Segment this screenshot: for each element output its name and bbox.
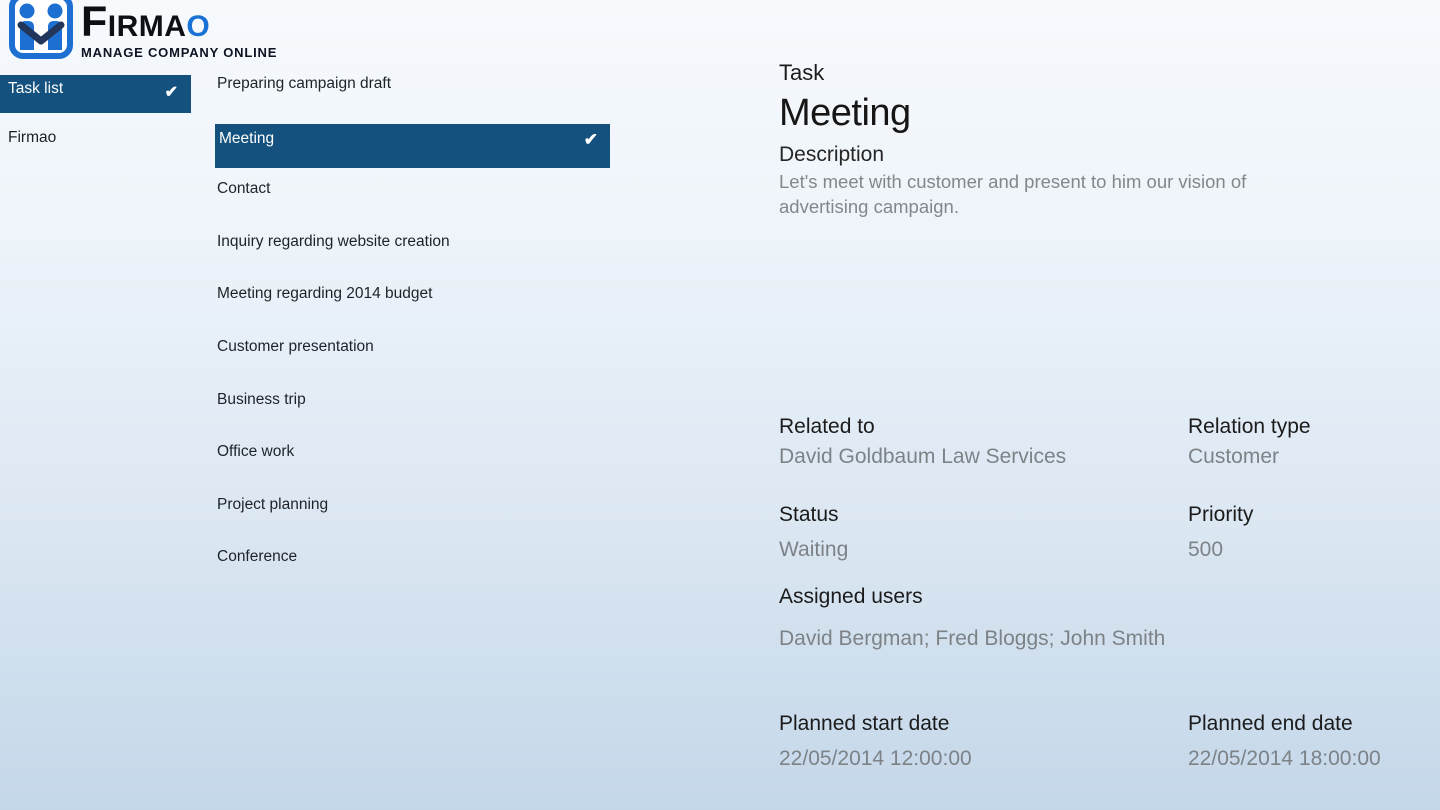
field-status: Status Waiting xyxy=(779,503,849,561)
field-related-to: Related to David Goldbaum Law Services xyxy=(779,415,1067,468)
task-list-item[interactable]: Inquiry regarding website creation xyxy=(217,232,450,250)
check-icon: ✔ xyxy=(164,84,178,101)
task-list-item[interactable]: Preparing campaign draft xyxy=(217,75,392,92)
page-title: Meeting xyxy=(779,92,911,134)
field-assigned-users: Assigned users David Bergman; Fred Bloggs; John Smith xyxy=(779,585,1166,650)
selected-task-highlight: Meeting ✔ xyxy=(215,124,610,168)
task-list-item[interactable]: Meeting regarding 2014 budget xyxy=(217,285,433,303)
task-list xyxy=(215,74,610,600)
brand-accent-letter: o xyxy=(186,0,211,46)
sidebar-item-label: Task list xyxy=(8,80,64,97)
task-list-item[interactable]: Customer presentation xyxy=(217,337,374,355)
task-list-item[interactable]: Project planning xyxy=(217,495,329,513)
detail-kicker: Task xyxy=(779,60,825,85)
task-list-item[interactable]: Business trip xyxy=(217,390,306,408)
task-list-item[interactable]: Office work xyxy=(217,443,295,461)
field-priority: Priority 500 xyxy=(1188,503,1254,561)
task-list-item[interactable]: Conference xyxy=(217,548,298,566)
brand-tagline: MANAGE COMPANY ONLINE xyxy=(81,45,278,60)
firmao-handshake-icon xyxy=(8,0,74,62)
sidebar-item-task-list[interactable] xyxy=(0,75,191,113)
description-text: Let's meet with customer and present to him our vision of advertising campaign. xyxy=(779,171,1247,217)
task-list-item[interactable]: Contact xyxy=(217,180,271,198)
check-icon: ✔ xyxy=(583,129,598,149)
brand-name: Firmao xyxy=(81,0,211,46)
description-label: Description xyxy=(779,143,885,166)
task-list-item-selected[interactable] xyxy=(215,127,610,180)
field-planned-end-date: Planned end date 22/05/2014 18:00:00 xyxy=(1188,712,1381,770)
app-logo xyxy=(8,0,277,62)
sidebar-item-firmao[interactable]: Firmao xyxy=(8,129,57,146)
field-relation-type: Relation type Customer xyxy=(1188,415,1311,468)
field-planned-start-date: Planned start date 22/05/2014 12:00:00 xyxy=(779,712,972,770)
